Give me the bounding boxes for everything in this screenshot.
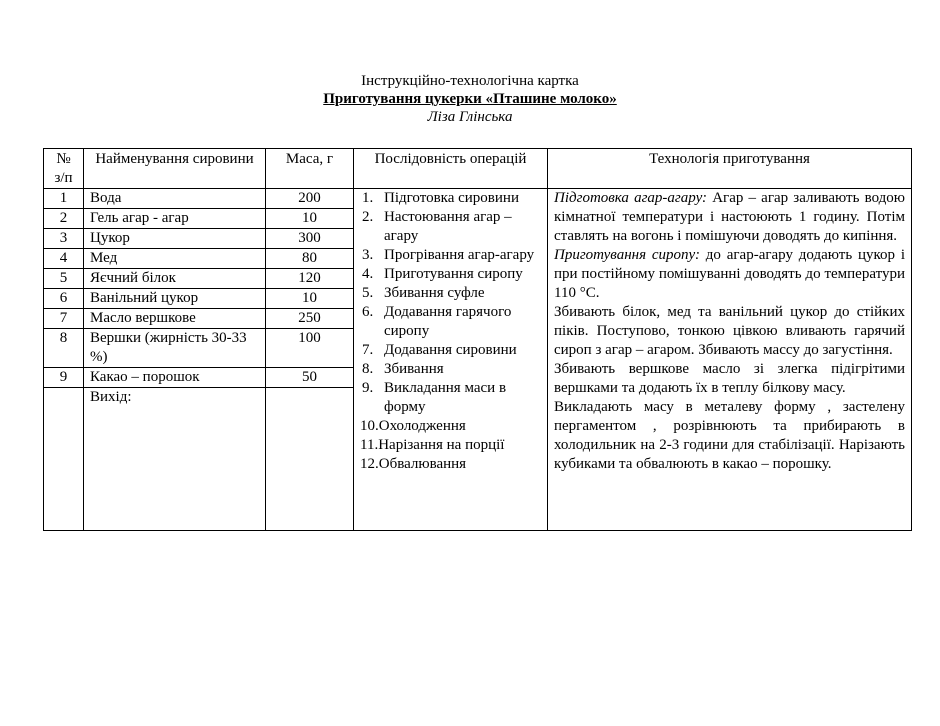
technology-paragraph: [554, 303, 905, 360]
operation-number: 7.: [362, 342, 374, 358]
ingredient-name: Какао – порошок: [84, 368, 266, 388]
operation-text: Збивання суфле: [384, 285, 485, 301]
technology-paragraph: [554, 189, 905, 246]
ingredient-mass: 300: [266, 229, 354, 249]
operations-cell: [354, 189, 548, 531]
list-item: [360, 246, 541, 265]
output-num-cell: [44, 388, 84, 531]
header-technology: Технологія приготування: [548, 149, 912, 189]
operation-text: Охолодження: [378, 418, 466, 434]
operation-number: 5.: [362, 285, 374, 301]
document-subtitle: Приготування цукерки «Пташине молоко»: [323, 91, 617, 107]
ingredient-mass: 200: [266, 189, 354, 209]
operation-number: 11.: [360, 437, 379, 453]
header-mass: Маса, г: [266, 149, 354, 189]
operation-text: Додавання сировини: [384, 342, 517, 358]
list-item: [360, 189, 541, 208]
output-mass-cell: [266, 388, 354, 531]
ingredient-mass: 10: [266, 209, 354, 229]
list-item: [360, 303, 541, 341]
header-operations: Послідовність операцій: [354, 149, 548, 189]
ingredient-name: Вода: [84, 189, 266, 209]
ingredient-mass: 10: [266, 289, 354, 309]
ingredient-mass: 80: [266, 249, 354, 269]
document-header: [0, 72, 940, 126]
ingredient-num: 8: [44, 329, 84, 368]
operation-number: 1.: [362, 190, 374, 206]
table-row: [44, 189, 912, 209]
operation-number: 8.: [362, 361, 374, 377]
technology-step-title: Підготовка агар-агару:: [554, 190, 708, 206]
ingredient-name: Масло вершкове: [84, 309, 266, 329]
header-num: № з/п: [44, 149, 84, 189]
technology-step-title: Приготування сиропу:: [554, 247, 700, 263]
operation-number: 9.: [362, 380, 374, 396]
operation-number: 4.: [362, 266, 374, 282]
list-item: [360, 417, 541, 436]
technology-paragraph: [554, 398, 905, 474]
technology-step-text: Викладають масу в металеву форму , застелену пергаментом , розрівнюють та прибирають в холодильник на 2-3 години для стабілізації. Нарізають кубиками та обвалюють в какао – порошку.: [554, 399, 905, 472]
operation-number: 3.: [362, 247, 374, 263]
operations-list: [360, 189, 541, 474]
ingredient-name: Мед: [84, 249, 266, 269]
recipe-table: [43, 148, 912, 531]
ingredient-num: 3: [44, 229, 84, 249]
ingredient-num: 6: [44, 289, 84, 309]
operation-number: 2.: [362, 209, 374, 225]
ingredient-mass: 250: [266, 309, 354, 329]
technology-cell: [548, 189, 912, 531]
list-item: [360, 455, 541, 474]
operation-text: Додавання гарячого сиропу: [384, 304, 512, 339]
technology-paragraph: [554, 360, 905, 398]
list-item: [360, 341, 541, 360]
technology-step-text: Збивають вершкове масло зі злегка підігрітими вершками та додають їх в теплу білкову масу.: [554, 361, 905, 396]
ingredient-num: 4: [44, 249, 84, 269]
technology-step-text: до агар-агару додають цукор і при постійному помішуванні доводять до температури 110 °С.: [554, 247, 905, 301]
operation-text: Підготовка сировини: [384, 190, 519, 206]
technology-paragraph: [554, 246, 905, 303]
ingredient-num: 5: [44, 269, 84, 289]
operation-number: 12.: [360, 456, 379, 472]
ingredient-name: Гель агар - агар: [84, 209, 266, 229]
technology-step-text: Агар – агар заливають водою кімнатної температури і настоюють 1 годину. Потім ставлять на вогонь і помішуючи доводять до кипіння.: [554, 190, 905, 244]
table-header-row: [44, 149, 912, 189]
list-item: [360, 284, 541, 303]
operation-number: 6.: [362, 304, 374, 320]
ingredient-name: Яєчний білок: [84, 269, 266, 289]
list-item: [360, 379, 541, 417]
list-item: [360, 436, 541, 455]
ingredient-num: 2: [44, 209, 84, 229]
ingredient-name: Цукор: [84, 229, 266, 249]
list-item: [360, 208, 541, 246]
ingredient-mass: 100: [266, 329, 354, 368]
ingredient-mass: 50: [266, 368, 354, 388]
operation-text: Викладання маси в форму: [384, 380, 507, 415]
document-author: Ліза Глінська: [427, 109, 513, 125]
ingredient-name: Вершки (жирність 30-33 %): [84, 329, 266, 368]
ingredient-name: Ванільний цукор: [84, 289, 266, 309]
ingredient-num: 1: [44, 189, 84, 209]
list-item: [360, 265, 541, 284]
operation-text: Настоювання агар – агару: [384, 209, 512, 244]
operation-text: Обвалювання: [378, 456, 467, 472]
operation-text: Збивання: [384, 361, 444, 377]
operation-text: Нарізання на порції: [378, 437, 505, 453]
operation-text: Прогрівання агар-агару: [384, 247, 535, 263]
list-item: [360, 360, 541, 379]
ingredient-num: 7: [44, 309, 84, 329]
document-title: Інструкційно-технологічна картка: [361, 73, 579, 89]
header-name: Найменування сировини: [84, 149, 266, 189]
output-label: Вихід:: [84, 388, 266, 531]
operation-number: 10.: [360, 418, 379, 434]
operation-text: Приготування сиропу: [384, 266, 523, 282]
ingredient-num: 9: [44, 368, 84, 388]
ingredient-mass: 120: [266, 269, 354, 289]
technology-step-text: Збивають білок, мед та ванільний цукор до стійких піків. Поступово, тонкою цівкою вливають гарячий сироп з агар – агаром. Збивають массу до загустіння.: [554, 304, 905, 358]
